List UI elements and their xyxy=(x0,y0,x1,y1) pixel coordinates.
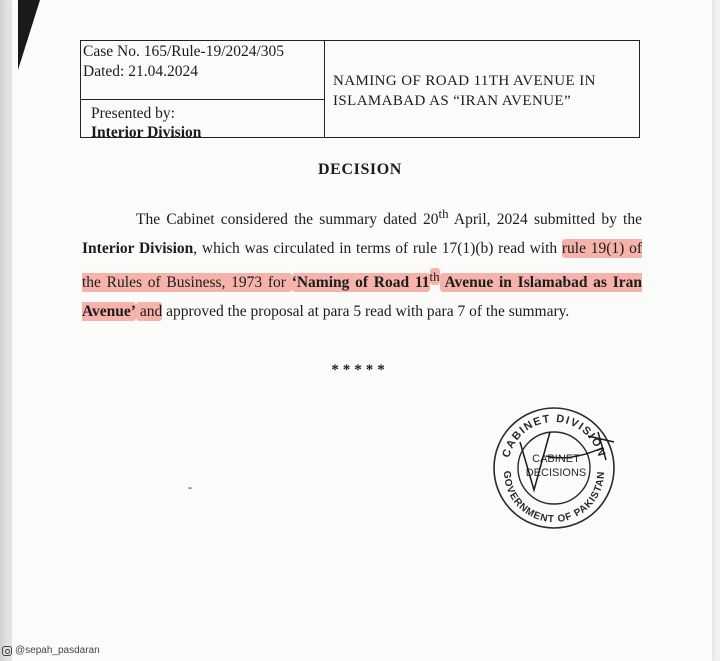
case-number: Case No. 165/Rule-19/2024/305 xyxy=(83,43,285,60)
para-text-2: April, 2024 submitted by the xyxy=(448,211,642,229)
subject xyxy=(333,71,633,111)
case-date: Dated: 21.04.2024 xyxy=(83,63,198,80)
watermark xyxy=(2,645,100,656)
stamp-center-line-1: CABINET xyxy=(532,453,580,465)
corner-shadow xyxy=(18,0,40,70)
presented-by-label: Presented by: xyxy=(91,105,175,122)
highlight-and: and xyxy=(135,302,163,320)
header-table xyxy=(80,40,640,141)
highlight-title-b: Avenue in Islamabad as Iran Avenue’ xyxy=(82,274,642,320)
stamp-bottom-text: GOVERNMENT OF PAKISTAN xyxy=(500,470,608,526)
para-text-1: The Cabinet considered the summary dated 20 xyxy=(136,211,439,229)
highlight-title-sup: th xyxy=(429,269,440,285)
subject-line-2: ISLAMABAD AS “IRAN AVENUE” xyxy=(333,93,572,109)
cabinet-division-stamp xyxy=(490,402,618,530)
para-text-4: , which was circulated in terms of rule 17(1)(b) read with xyxy=(193,239,562,257)
para-sup-1: th xyxy=(438,206,449,221)
presented-by xyxy=(91,104,201,142)
highlight-rule: rule 19(1) of the Rules of Business, 1973 for xyxy=(82,239,642,292)
page-edge-shadow xyxy=(0,0,12,661)
decision-paragraph xyxy=(82,200,642,326)
stamp-top-text: CABINET DIVISION xyxy=(500,412,608,460)
subject-line-1: NAMING OF ROAD 11TH AVENUE IN xyxy=(333,73,596,89)
header-left-cell xyxy=(81,41,325,141)
decision-heading: DECISION xyxy=(318,161,402,178)
case-info xyxy=(81,41,324,100)
instagram-icon xyxy=(2,646,12,656)
para-division: Interior Division xyxy=(82,239,194,257)
presenting-division: Interior Division xyxy=(91,124,202,141)
watermark-handle: @sepah_pasdaran xyxy=(15,645,100,656)
stamp-center-line-2: DECISIONS xyxy=(525,467,587,479)
highlight-title-a: ‘Naming of Road 11 xyxy=(291,274,430,292)
separator-stars: ***** xyxy=(331,362,389,378)
stray-mark: - xyxy=(188,480,192,494)
para-text-8: approved the proposal at para 5 read with para 7 of the summary. xyxy=(162,302,570,320)
